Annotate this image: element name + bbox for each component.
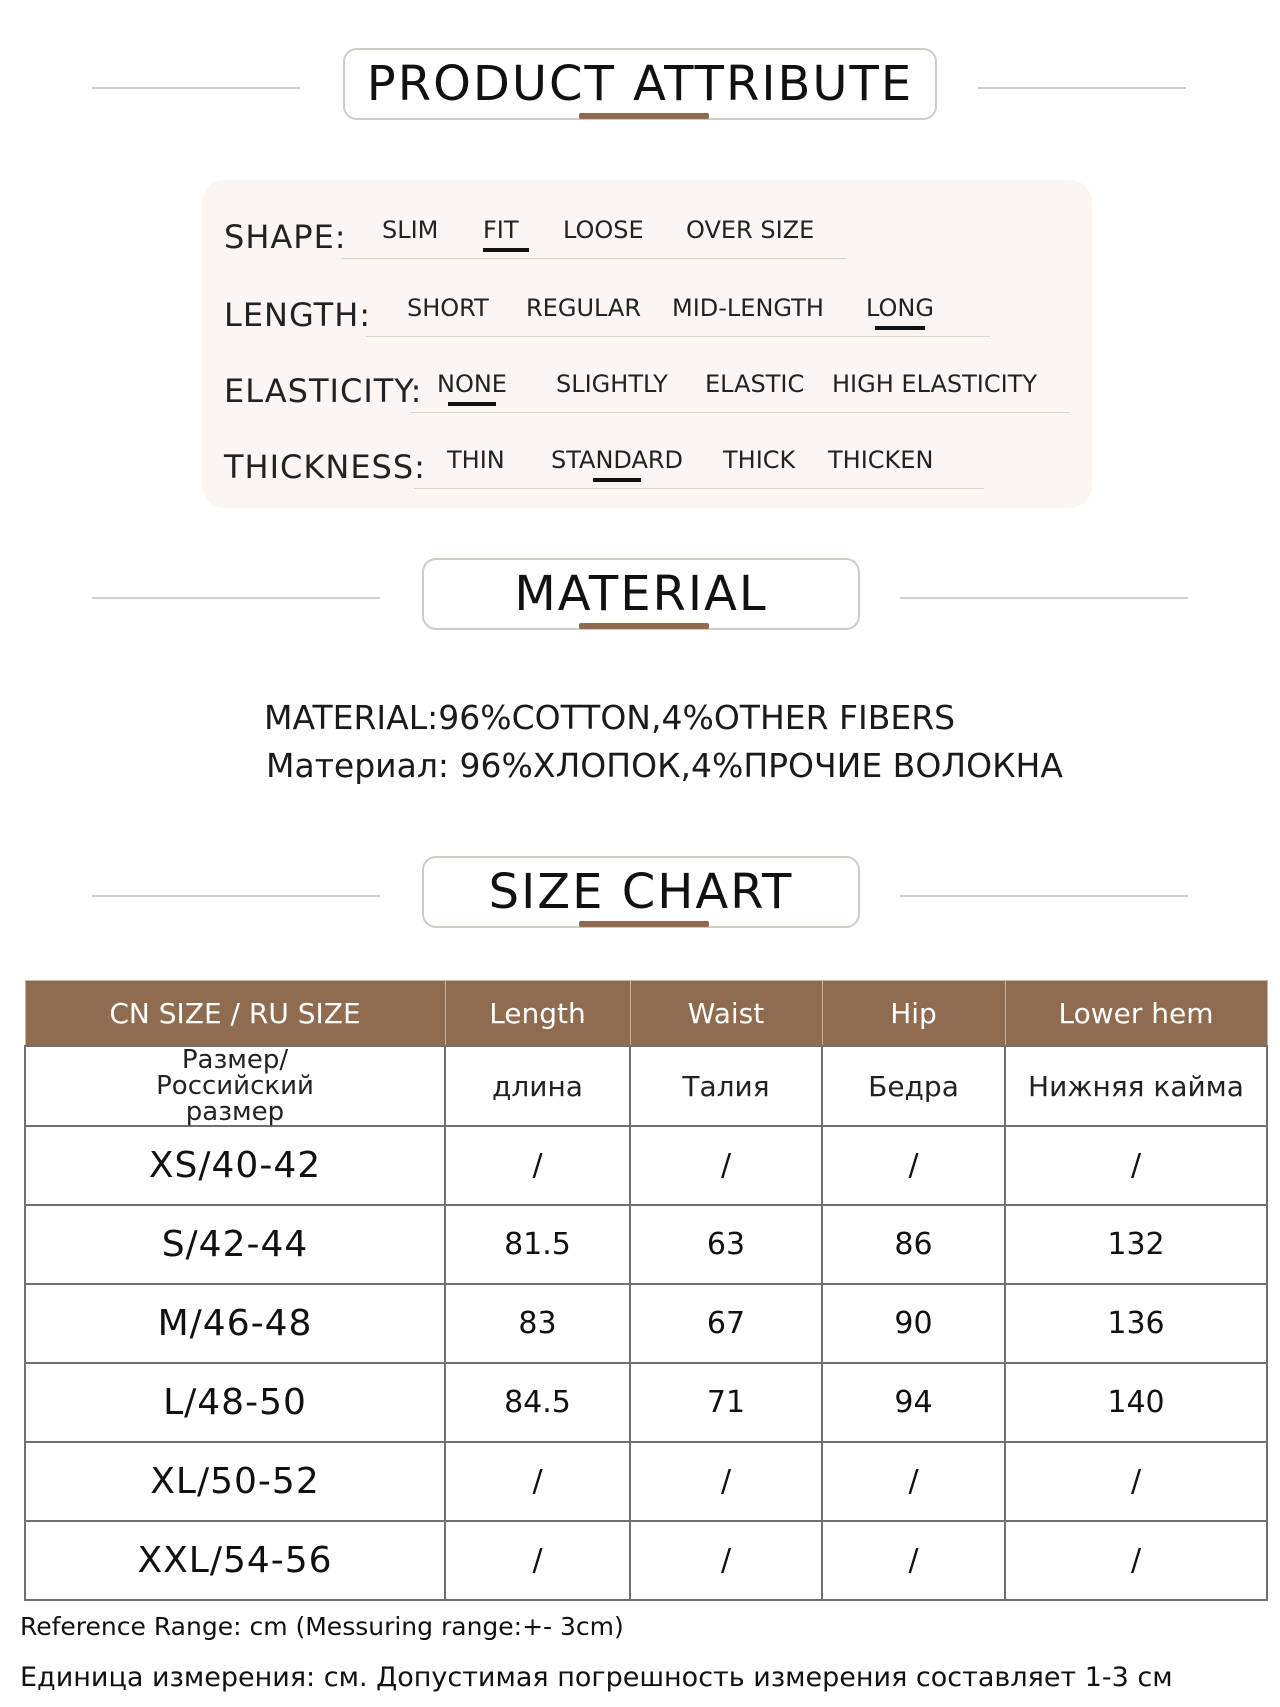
table-cell: 71 (630, 1363, 822, 1442)
size-cell: M/46-48 (25, 1284, 445, 1363)
attribute-option: SLIM (382, 216, 439, 244)
attribute-option: SHORT (407, 294, 489, 322)
attribute-option-selected: FIT (483, 216, 529, 252)
table-cell: / (822, 1126, 1005, 1205)
attribute-option: ELASTIC (705, 370, 805, 398)
table-cell: 83 (445, 1284, 630, 1363)
selected-underline (448, 402, 496, 406)
section-title (422, 558, 860, 630)
table-cell: / (445, 1521, 630, 1600)
size-cell: L/48-50 (25, 1363, 445, 1442)
size-chart-heading (0, 856, 1280, 936)
table-cell: 136 (1005, 1284, 1267, 1363)
table-header-ru-cell: Размер/Российский размер (25, 1046, 445, 1126)
table-header-cell: Lower hem (1005, 981, 1267, 1047)
attribute-rule (342, 258, 846, 259)
table-cell: 140 (1005, 1363, 1267, 1442)
table-header-ru-cell: Нижняя кайма (1005, 1046, 1267, 1126)
table-cell: 63 (630, 1205, 822, 1284)
size-chart-table (24, 980, 1268, 1601)
attribute-option: OVER SIZE (686, 216, 815, 244)
divider-right (900, 895, 1188, 897)
table-header-cell: Waist (630, 981, 822, 1047)
table-cell: / (822, 1521, 1005, 1600)
attribute-rule (366, 336, 990, 337)
attribute-option-selected: NONE (437, 370, 507, 406)
table-cell: 132 (1005, 1205, 1267, 1284)
attribute-row-thickness (202, 430, 1092, 490)
attribute-option: HIGH ELASTICITY (832, 370, 1038, 398)
table-cell: / (445, 1126, 630, 1205)
table-cell: / (445, 1442, 630, 1521)
size-cell: XL/50-52 (25, 1442, 445, 1521)
product-attribute-heading (0, 48, 1280, 128)
attribute-option: MID-LENGTH (672, 294, 824, 322)
attribute-option-selected: STANDARD (551, 446, 683, 482)
title-accent-bar (579, 921, 709, 927)
divider-right (900, 597, 1188, 599)
section-title-text: MATERIAL (514, 566, 768, 622)
table-header-row (25, 981, 1267, 1047)
table-cell: 90 (822, 1284, 1005, 1363)
attribute-rule (414, 488, 984, 489)
table-cell: / (1005, 1442, 1267, 1521)
size-cell: S/42-44 (25, 1205, 445, 1284)
divider-left (92, 597, 380, 599)
table-row (25, 1442, 1267, 1521)
selected-underline (483, 248, 529, 252)
table-cell: 94 (822, 1363, 1005, 1442)
attribute-row-shape (202, 200, 1092, 260)
table-row (25, 1363, 1267, 1442)
table-cell: / (630, 1521, 822, 1600)
title-accent-bar (579, 113, 709, 119)
title-accent-bar (579, 623, 709, 629)
table-row (25, 1205, 1267, 1284)
reference-range-note-ru: Единица измерения: см. Допустимая погрешность измерения составляет 1-3 см (20, 1662, 1173, 1693)
table-row (25, 1126, 1267, 1205)
attribute-option-selected: LONG (866, 294, 934, 330)
table-cell: 86 (822, 1205, 1005, 1284)
attribute-option: REGULAR (526, 294, 642, 322)
table-cell: 81.5 (445, 1205, 630, 1284)
material-heading (0, 558, 1280, 638)
table-cell: 67 (630, 1284, 822, 1363)
table-cell: / (630, 1126, 822, 1205)
section-title (422, 856, 860, 928)
attribute-option: SLIGHTLY (556, 370, 668, 398)
table-cell: 84.5 (445, 1363, 630, 1442)
size-cell: XS/40-42 (25, 1126, 445, 1205)
table-header-cell: CN SIZE / RU SIZE (25, 981, 445, 1047)
attribute-option: THIN (447, 446, 505, 474)
reference-range-note: Reference Range: cm (Messuring range:+- 3cm) (20, 1612, 624, 1641)
section-title (343, 48, 937, 120)
material-composition-en: MATERIAL:96%COTTON,4%OTHER FIBERS (264, 698, 956, 737)
table-header-ru-cell: длина (445, 1046, 630, 1126)
attribute-option: THICKEN (828, 446, 934, 474)
attribute-label: SHAPE: (224, 218, 347, 256)
selected-underline (875, 326, 925, 330)
attribute-panel (202, 180, 1092, 508)
attribute-label: LENGTH: (224, 296, 372, 334)
section-title-text: SIZE CHART (488, 864, 794, 920)
divider-left (92, 895, 380, 897)
table-row (25, 1521, 1267, 1600)
attribute-option: THICK (723, 446, 796, 474)
table-header-ru-cell: Талия (630, 1046, 822, 1126)
table-header-cell: Length (445, 981, 630, 1047)
attribute-option: LOOSE (563, 216, 644, 244)
table-cell: / (630, 1442, 822, 1521)
divider-left (92, 87, 300, 89)
attribute-rule (410, 412, 1070, 413)
attribute-row-length (202, 278, 1092, 338)
attribute-label: THICKNESS: (224, 448, 426, 486)
material-composition-ru: Материал: 96%ХЛОПОК,4%ПРОЧИЕ ВОЛОКНА (266, 746, 1063, 785)
table-cell: / (822, 1442, 1005, 1521)
table-row (25, 1284, 1267, 1363)
table-header-cell: Hip (822, 981, 1005, 1047)
size-cell: XXL/54-56 (25, 1521, 445, 1600)
table-cell: / (1005, 1126, 1267, 1205)
attribute-row-elasticity (202, 354, 1092, 414)
table-cell: / (1005, 1521, 1267, 1600)
selected-underline (593, 478, 641, 482)
divider-right (978, 87, 1186, 89)
table-header-ru-cell: Бедра (822, 1046, 1005, 1126)
section-title-text: PRODUCT ATTRIBUTE (366, 56, 914, 112)
attribute-label: ELASTICITY: (224, 372, 423, 410)
table-header-ru-row (25, 1046, 1267, 1126)
